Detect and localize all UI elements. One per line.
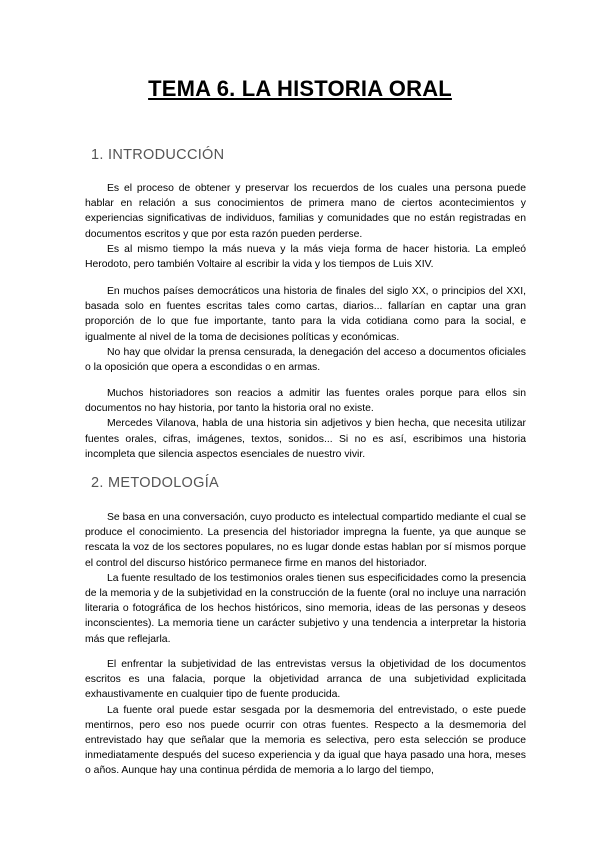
paragraph: Se basa en una conversación, cuyo producto es intelectual compartido mediante el cual se produce el conocimiento. La presencia del historiador impregna la fuente, ya que aunque se rescata la voz de los sectores populares, no es lugar donde estas hablan por sí mismos porque el control del discurso histórico permanece firme en manos del historiador. [85, 512, 526, 569]
paragraph: Es el proceso de obtener y preservar los recuerdos de los cuales una persona puede hablar en relación a sus conocimientos de primera mano de ciertos acontecimientos y experiencias significativas de individuos, familias y comunidades que no están registradas en documentos escritos y que por esta razón pueden perderse. [85, 183, 526, 240]
paragraph: No hay que olvidar la prensa censurada, la denegación del acceso a documentos oficiales o la oposición que opera a escondidas o en armas. [85, 346, 526, 374]
paragraph: En muchos países democráticos una historia de finales del siglo XX, o principios del XXI, basada solo en fuentes escritas tales como cartas, diarios... fallarían en captar una gran proporción de lo que fue importante, tanto para la vida cotidiana como para la social, e igualmente al nivel de la toma de decisiones políticas y económicas. [85, 286, 526, 343]
paragraph-block [85, 386, 526, 462]
paragraph: Es al mismo tiempo la más nueva y la más vieja forma de hacer historia. La empleó Herodoto, pero también Voltaire al escribir la vida y los tiempos de Luis XIV. [85, 243, 526, 271]
paragraph-block [85, 657, 526, 779]
section-heading-metodologia: 2. METODOLOGÍA [91, 475, 220, 491]
document-title: TEMA 6. LA HISTORIA ORAL [148, 76, 452, 101]
section-heading-introduccion: 1. INTRODUCCIÓN [91, 147, 225, 163]
paragraph: El enfrentar la subjetividad de las entrevistas versus la objetividad de los documentos escritos es una falacia, porque la objetividad arranca de una subjetividad explicitada exhaustivamente en cualquier tipo de fuente producida. [85, 659, 526, 701]
paragraph-block [85, 510, 526, 647]
paragraph-block [85, 284, 526, 375]
paragraph: La fuente resultado de los testimonios orales tienen sus especificidades como la presencia de la memoria y de la subjetividad en la construcción de la fuente (oral no incluye una narración literaria o fotográfica de los hechos históricos, sino memoria, ideas de las personas y deseos inconscientes). La memoria tiene un carácter subjetivo y una tendencia a interpretar la historia más que reflejarla. [85, 572, 526, 645]
paragraph-block [85, 181, 526, 272]
paragraph: La fuente oral puede estar sesgada por la desmemoria del entrevistado, o este puede mentirnos, pero eso nos puede ocurrir con otras fuentes. Respecto a la desmemoria del entrevistado hay que señalar que la memoria es selectiva, pero esta selección se produce inmediatamente después del suceso experiencia y da igual que haya pasado una hora, meses o años. Aunque hay una continua pérdida de memoria a lo largo del tiempo, [85, 704, 526, 777]
paragraph: Muchos historiadores son reacios a admitir las fuentes orales porque para ellos sin documentos no hay historia, por tanto la historia oral no existe. [85, 388, 526, 415]
paragraph: Mercedes Vilanova, habla de una historia sin adjetivos y bien hecha, que necesita utilizar fuentes orales, cifras, imágenes, textos, sonidos... Si no es así, escribimos una historia incompleta que silencia aspectos esenciales de nuestro vivir. [85, 418, 526, 460]
